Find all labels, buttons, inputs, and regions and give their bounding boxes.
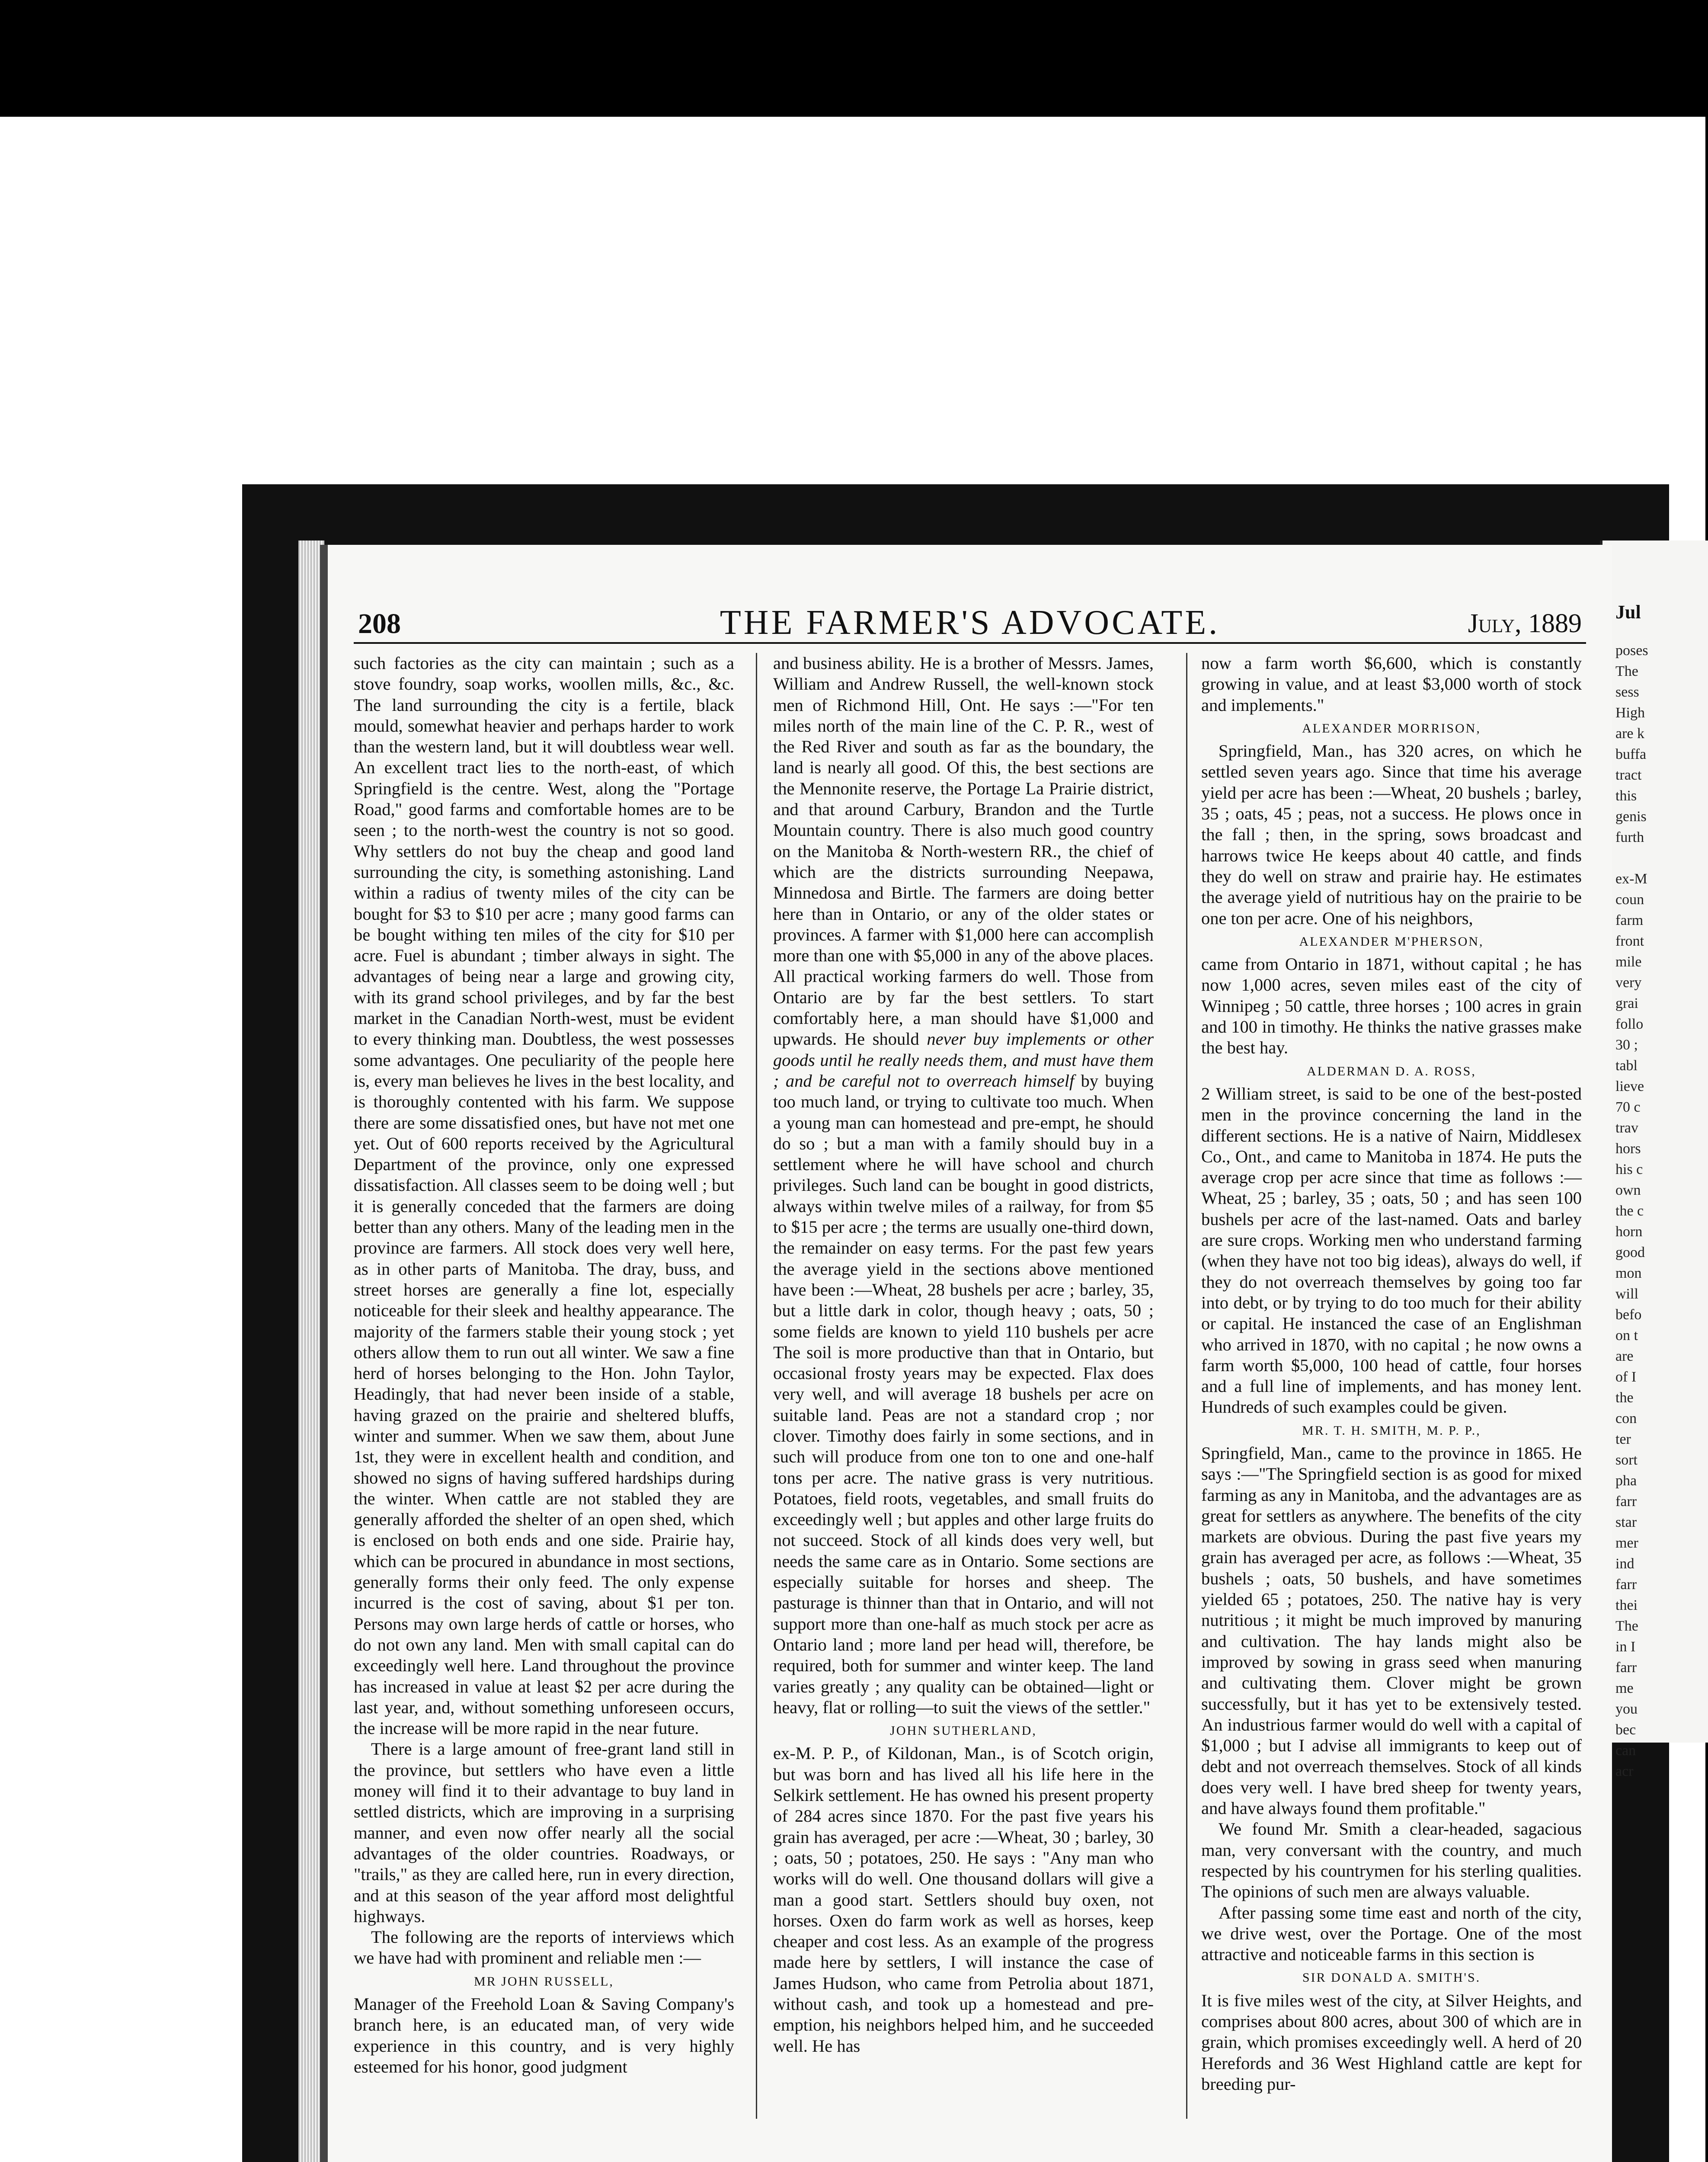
next-page-line: ind (1615, 1556, 1634, 1572)
column-3 (1201, 653, 1582, 2119)
next-page-line: hors (1615, 1141, 1641, 1157)
next-page-line: trav (1615, 1120, 1638, 1136)
next-page-line: con (1615, 1410, 1637, 1426)
next-page-line: genis (1615, 809, 1647, 825)
section-heading: SIR DONALD A. SMITH'S. (1302, 1970, 1481, 1985)
column-2 (773, 653, 1154, 2119)
next-page-line: can (1615, 1743, 1636, 1759)
next-page-line: are k (1615, 726, 1645, 742)
next-page-line (1615, 848, 1708, 869)
next-page-line: his c (1615, 1161, 1643, 1177)
next-page-line: 70 c (1615, 1099, 1641, 1115)
paragraph: After passing some time east and north of the city, we drive west, over the Portage. One of the most attractive and noticeable farms in this section is (1201, 1903, 1582, 1964)
paragraph: We found Mr. Smith a clear-headed, sagacious man, very conversant with the country, and much respected by his countrymen for his sterling qualities. The opinions of such men are always valuable. (1201, 1819, 1582, 1902)
next-page-line: farr (1615, 1494, 1637, 1510)
paragraph: ex-M. P. P., of Kildonan, Man., is of Scotch origin, but was born and has lived all his life here in the Selkirk settlement. He has owned his present property of 284 acres since 1870. For the past five years his grain has averaged, per acre :—Wheat, 30 ; barley, 30 ; oats, 50 ; potatoes, 250. He says : "Any man who works will do well. One thousand dollars will give a man a good start. Settlers should buy oxen, not horses. Oxen do farm work as well as horses, keep cheaper and cost less. As an example of the progress made here by settlers, I will instance the case of James Hudson, who came from Petrolia about 1871, without cash, and took up a homestead and pre-emption, his neighbors helped him, and he succeeded well. He has (773, 1743, 1154, 2056)
next-page-line: The (1615, 1618, 1638, 1634)
next-page-line: very (1615, 975, 1642, 991)
masthead: THE FARMER'S ADVOCATE. (720, 604, 1220, 642)
next-page-line: sess (1615, 684, 1639, 700)
next-page-line: this (1615, 788, 1637, 804)
paragraph: such factories as the city can maintain ; such as a stove foundry, soap works, woollen mills, &c., &c. The land surrounding the city is a fertile, black mould, somewhat heavier and perhaps harder to work than the western land, but it will doubtless wear well. An excellent tract lies to the north-east, of which Springfield is the centre. West, along the "Portage Road," good farms and comfortable homes are to be seen ; to the north-west the country is not so good. Why settlers do not buy the cheap and good land surrounding the city, is something astonishing. Land within a radius of twenty miles of the city can be bought for $3 to $10 per acre ; many good farms can be bought withing ten miles of the city for $10 per acre. Fuel is abundant ; timber always in sight. The advantages of being near a large and growing city, with its grand school privileges, and by far the best market in the Canadian North-west, must be evident to every thinking man. Doubtless, the west possesses some advantages. One peculiarity of the people here is, every man believes he lives in the best locality, and is thoroughly contented with his farm. We suppose there are some dissatisfied ones, but have not met one yet. Out of 600 reports received by the Agricultural Department of the province, only one expressed dissatisfaction. All classes seem to be doing well ; but it is generally conceded that the farmers are doing better than any others. Many of the leading men in the province are farmers. All stock does very well here, as in other parts of Manitoba. The dray, buss, and street horses are generally a fine lot, especially noticeable for their sleek and healthy appearance. The majority of the farmers stable their young stock ; yet others allow them to run out all winter. We saw a fine herd of horses belonging to the Hon. John Taylor, Headingly, that had never been inside of a stable, having grazed on the prairie and sheltered bluffs, winter and summer. When we saw them, about June 1st, they were in excellent health and condition, and showed no signs of having suffered hardships during the winter. When cattle are not stabled they are generally afforded the shelter of an open shed, which is enclosed on both ends and one side. Prairie hay, which can be procured in abundance in most sections, generally forms their only feed. The only expense incurred is the cost of saving, about $1 per ton. Persons may own large herds of cattle or horses, who do not own any land. Men with small capital can do exceedingly well here. Land throughout the province has increased in value at least $2 per acre during the last year, and, without something unforeseen occurs, the increase will be more rapid in the near future. (354, 653, 734, 1738)
section-heading: ALDERMAN D. A. ROSS, (1307, 1064, 1476, 1078)
next-page-line: are (1615, 1348, 1634, 1364)
next-page-header: Jul (1615, 601, 1641, 623)
next-page-line: follo (1615, 1016, 1644, 1032)
paragraph: now a farm worth $6,600, which is constantly growing in value, and at least $3,000 worth of stock and implements." (1201, 653, 1582, 715)
next-page-line: buffa (1615, 746, 1647, 762)
column-1 (354, 653, 734, 2119)
next-page-line: 30 ; (1615, 1037, 1638, 1053)
paragraph: There is a large amount of free-grant land still in the province, but settlers who have even a little money will find it to their advantage to buy land in settled districts, which are improving in a surprising manner, and even now offer nearly all the social advantages of the older countries. Roadways, or "trails," as they are called here, run in every direction, and at this season of the year afford most delightful highways. (354, 1739, 734, 1926)
next-page-line: sort (1615, 1452, 1638, 1468)
next-page-fragment (1600, 540, 1708, 1779)
section-heading: MR. T. H. SMITH, M. P. P., (1302, 1423, 1481, 1438)
next-page-line: mile (1615, 954, 1642, 970)
next-page-line: thei (1615, 1597, 1638, 1613)
issue-date: July, 1889 (1468, 609, 1582, 638)
next-page-line: in I (1615, 1639, 1636, 1655)
paragraph: The following are the reports of interviews which we have had with prominent and reliable men :— (354, 1927, 734, 1968)
section-heading: ALEXANDER MORRISON, (1302, 721, 1481, 736)
next-page-line: mer (1615, 1535, 1638, 1551)
next-page-line: befo (1615, 1307, 1642, 1323)
next-page-line: on t (1615, 1327, 1638, 1343)
scan-border-top (0, 0, 1705, 117)
section-heading: ALEXANDER M'PHERSON, (1299, 934, 1484, 949)
column-rule (756, 653, 757, 2119)
next-page-line: farm (1615, 912, 1644, 928)
paragraph: Springfield, Man., has 320 acres, on which he settled seven years ago. Since that time his average yield per acre has been :—Wheat, 20 bushels ; barley, 35 ; oats, 45 ; peas, not a success. He plows once in the fall ; then, in the spring, sows broadcast and harrows twice He keeps about 40 cattle, and finds they do well on straw and prairie hay. He estimates the average yield of nutritious hay on the prairie to be one ton per acre. One of his neighbors, (1201, 741, 1582, 928)
next-page-line: bec (1615, 1722, 1636, 1738)
text-run: and business ability. He is a brother of Messrs. James, William and Andrew Russell, the well-known stock men of Richmond Hill, Ont. He says :—"For ten miles north of the main line of the C. P. R., west of the Red River and south as far as the boundary, the land is nearly all good. Of this, the best sections are the Mennonite reserve, the Portage La Prairie district, and that around Carbury, Brandon and the Turtle Mountain country. There is also much good country on the Manitoba & North-western RR., the chief of which are the districts surrounding Neepawa, Minnedosa and Birtle. The farmers are doing better here than in Ontario, or any of the older states or provinces. A farmer with $1,000 here can accomplish more than one with $5,000 in any of the above places. All practical working farmers do well. Those from Ontario are by far the best settlers. To start comfortably here, a man should have $1,000 and upwards. He should (773, 653, 1154, 1049)
text-run: by buying too much land, or trying to cultivate too much. When a young man can homestead and pre-empt, he should do so ; but a man with a family should buy in a settlement where he will have school and church privileges. Such land can be bought in good districts, always within twelve miles of a railway, for from $5 to $15 per acre ; the terms are usually one-third down, the remainder on easy terms. For the past few years the average yield in the sections above mentioned have been :—Wheat, 28 bushels per acre ; barley, 35, but a little dark in color, though heavy ; oats, 50 ; some fields are known to yield 110 bushels per acre The soil is more productive than that in Ontario, but occasional frosty years may be expected. Flax does very well, and will average 18 bushels per acre on suitable land. Peas are not a standard crop ; nor clover. Timothy does fairly in some sections, and in such will produce from one ton to one and one-half tons per acre. The native grass is very nutritious. Potatoes, field roots, vegetables, and small fruits do exceedingly well ; but apples and other large fruits do not succeed. Stock of all kinds does very well, but needs the same care as in Ontario. Some sections are especially suitable for horses and sheep. The pasturage is thinner than that in Ontario, and will not support more than one-half as much stock per acre as Ontario land ; more land per head will, therefore, be required, both for summer and winter keep. The land varies greatly ; any quality can be obtained—light or heavy, flat or rolling—to suit the views of the settler." (773, 1071, 1154, 1717)
next-page-line: me (1615, 1680, 1634, 1696)
next-page-line: front (1615, 933, 1644, 949)
next-page-line: farr (1615, 1577, 1637, 1593)
next-page-line: horn (1615, 1224, 1643, 1240)
next-page-line: of I (1615, 1369, 1637, 1385)
next-page-line: you (1615, 1701, 1638, 1717)
newspaper-page (320, 545, 1612, 2162)
paragraph: came from Ontario in 1871, without capital ; he has now 1,000 acres, seven miles east of the city of Winnipeg ; 50 cattle, three horses ; 100 acres in grain and 100 in timothy. He thinks the native grasses make the best hay. (1201, 954, 1582, 1058)
next-page-line: The (1615, 663, 1638, 679)
next-page-line: coun (1615, 892, 1644, 908)
next-page-line: the c (1615, 1203, 1644, 1219)
next-page-line: pha (1615, 1473, 1637, 1489)
next-page-lines (1602, 640, 1708, 1782)
section-heading: JOHN SUTHERLAND, (890, 1724, 1037, 1738)
paragraph: 2 William street, is said to be one of the best-posted men in the province concerning the land in the different sections. He is a native of Nairn, Middlesex Co., Ont., and came to Manitoba in 1874. He puts the average crop per acre since that time as follows :—Wheat, 25 ; barley, 35 ; oats, 50 ; and has seen 100 bushels per acre of the last-named. Oats and barley are sure crops. Working men who understand farming (when they have not too big ideas), always do well, if they do not overreach themselves by going too far into debt, or by trying to do too much for their ability or capital. He instanced the case of an Englishman who arrived in 1870, with no capital ; he now owns a farm worth $5,000, 100 head of cattle, four horses and a full line of implements, and has money lent. Hundreds of such examples could be given. (1201, 1084, 1582, 1417)
next-page-line: tract (1615, 767, 1642, 783)
paragraph: Springfield, Man., came to the province in 1865. He says :—"The Springfield section is as good for mixed farming as any in Manitoba, and the advantages are as great for settlers as anywhere. The benefits of the city markets are obvious. During the past five years my grain has averaged per acre, as follows :—Wheat, 35 bushels ; oats, 50 bushels, and have sometimes yielded 65 ; potatoes, 250. The native hay is very nutritious ; it might be much improved by manuring and cultivation. The hay lands might also be improved by sowing in grass seed when manuring and cultivating them. Clover might be grown successfully, but it has yet to be extensively tested. An industrious farmer would do well with a capital of $1,000 ; but I advise all immigrants to keep out of debt and not overreach themselves. Stock of all kinds does very well. I have bred sheep for twenty years, and have always found them profitable." (1201, 1443, 1582, 1818)
page-header (354, 603, 1586, 644)
next-page-line: poses (1615, 643, 1648, 659)
next-page-line: ex-M (1615, 871, 1647, 887)
next-page-line: grai (1615, 995, 1638, 1011)
section-heading: MR JOHN RUSSELL, (474, 1974, 614, 1989)
next-page-line: acr (1615, 1763, 1634, 1779)
next-page-line: ter (1615, 1431, 1631, 1447)
next-page-line: will (1615, 1286, 1638, 1302)
next-page-line: the (1615, 1390, 1634, 1406)
next-page-line: farr (1615, 1660, 1637, 1676)
next-page-line: own (1615, 1182, 1641, 1198)
next-page-line: tabl (1615, 1058, 1638, 1074)
paragraph: Manager of the Freehold Loan & Saving Company's branch here, is an educated man, of very wide experience in this country, and is very highly esteemed for his honor, good judgment (354, 1994, 734, 2076)
paragraph (773, 653, 1154, 1718)
article-columns (354, 653, 1590, 2119)
next-page-line: star (1615, 1514, 1637, 1530)
next-page-line: High (1615, 705, 1645, 721)
paragraph: It is five miles west of the city, at Silver Heights, and comprises about 800 acres, about 300 of which are in grain, which promises exceedingly well. A herd of 20 Herefords and 36 West Highland cattle are kept for breeding pur- (1201, 1990, 1582, 2094)
page-number: 208 (358, 608, 401, 640)
italic-run: never buy implements or other goods until he really needs them, and must have them ; and be careful not to overreach himself (773, 1029, 1154, 1091)
next-page-line: lieve (1615, 1078, 1644, 1094)
next-page-line: good (1615, 1244, 1645, 1260)
next-page-line: furth (1615, 829, 1644, 845)
column-rule (1186, 653, 1187, 2119)
next-page-line: mon (1615, 1265, 1642, 1281)
